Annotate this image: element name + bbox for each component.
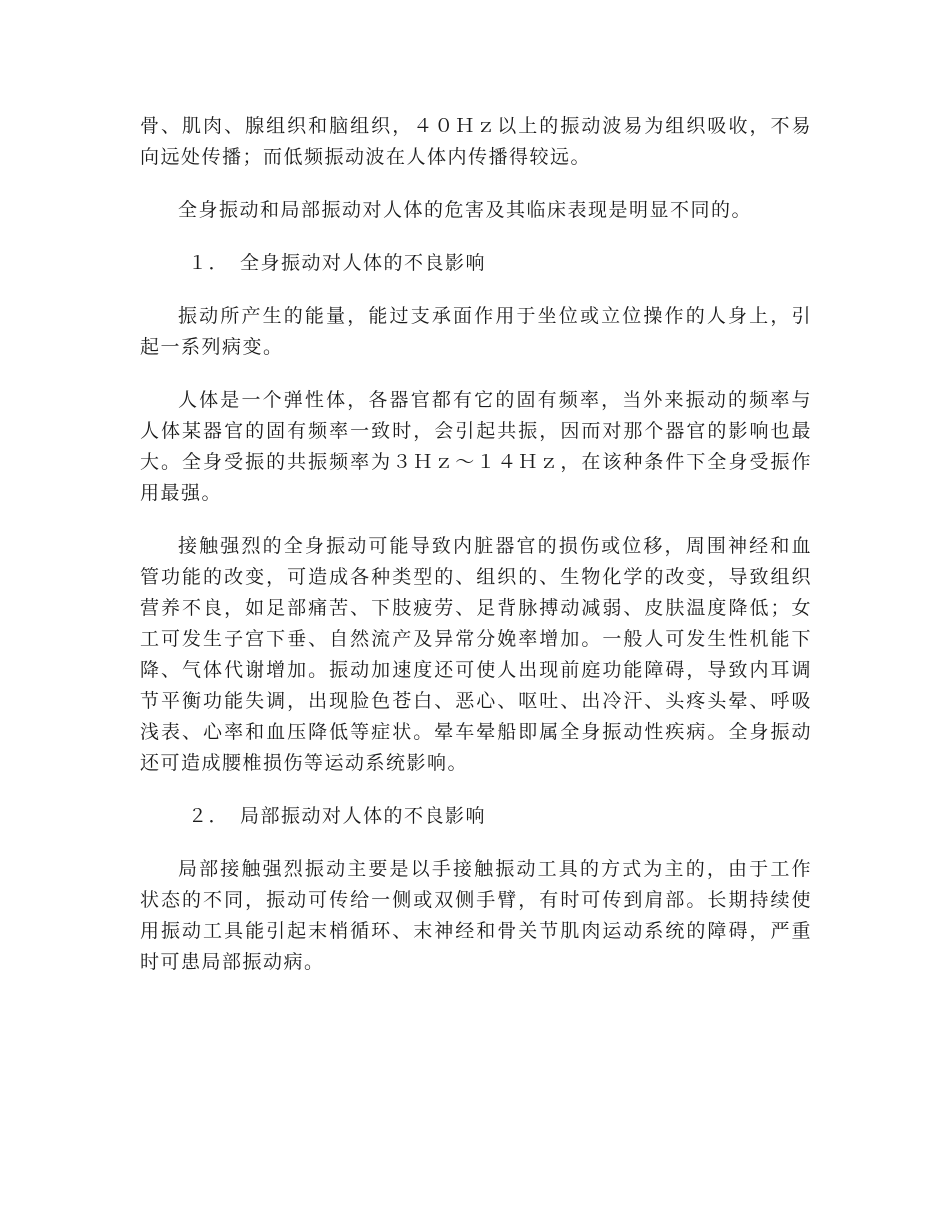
paragraph-continuation: 骨、肌肉、腺组织和脑组织，４０Ｈｚ以上的振动波易为组织吸收，不易向远处传播；而低频振动波在人体内传播得较远。 [140, 115, 812, 168]
document-page [140, 111, 812, 1000]
section-title: 局部振动对人体的不良影响 [240, 805, 487, 827]
section-number: １． [188, 252, 230, 274]
paragraph: 局部接触强烈振动主要是以手接触振动工具的方式为主的，由于工作状态的不同，振动可传给一侧或双侧手臂，有时可传到肩部。长期持续使用振动工具能引起末梢循环、末神经和骨关节肌肉运动系统的障碍，严重时可患局部振动病。 [140, 858, 812, 973]
paragraph: 振动所产生的能量，能过支承面作用于坐位或立位操作的人身上，引起一系列病变。 [140, 305, 812, 358]
paragraph: 人体是一个弹性体，各器官都有它的固有频率，当外来振动的频率与人体某器官的固有频率一致时，会引起共振，因而对那个器官的影响也最大。全身受振的共振频率为３Ｈｚ～１４Ｈｚ，在该种条件下全身受振作用最强。 [140, 389, 812, 504]
paragraph: 接触强烈的全身振动可能导致内脏器官的损伤或位移，周围神经和血管功能的改变，可造成各种类型的、组织的、生物化学的改变，导致组织营养不良，如足部痛苦、下肢疲劳、足背脉搏动减弱、皮肤温度降低；女工可发生子宫下垂、自然流产及异常分娩率增加。一般人可发生性机能下降、气体代谢增加。振动加速度还可使人出现前庭功能障碍，导致内耳调节平衡功能失调，出现脸色苍白、恶心、呕吐、出冷汗、头疼头晕、呼吸浅表、心率和血压降低等症状。晕车晕船即属全身振动性疾病。全身振动还可造成腰椎损伤等运动系统影响。 [140, 535, 812, 774]
section-title: 全身振动对人体的不良影响 [240, 252, 487, 274]
section-number: ２． [188, 805, 230, 827]
section-heading-1 [140, 248, 812, 279]
paragraph-intro: 全身振动和局部振动对人体的危害及其临床表现是明显不同的。 [178, 199, 753, 221]
section-heading-2 [140, 801, 812, 832]
